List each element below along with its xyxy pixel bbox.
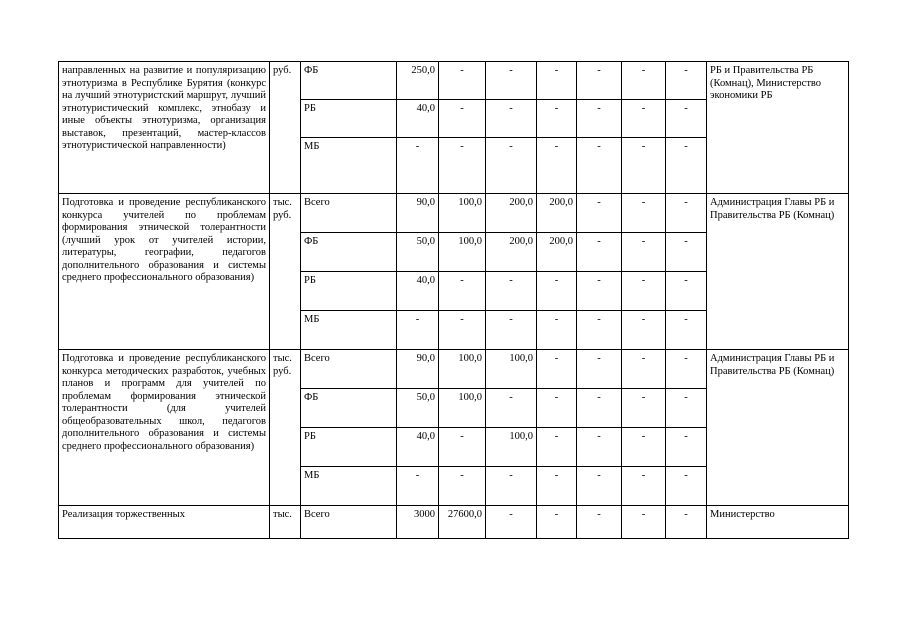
amount-cell: - (397, 467, 439, 506)
amount-cell: - (439, 138, 486, 194)
funding-source: ФБ (301, 62, 397, 100)
amount-cell: 100,0 (439, 194, 486, 233)
amount-cell: 250,0 (397, 62, 439, 100)
amount-cell: 100,0 (486, 350, 537, 389)
amount-cell: - (577, 389, 622, 428)
amount-cell: - (439, 272, 486, 311)
amount-cell: - (537, 389, 577, 428)
table-row (59, 350, 849, 389)
funding-source: ФБ (301, 233, 397, 272)
amount-cell: - (537, 428, 577, 467)
table-body (59, 62, 849, 539)
amount-cell: - (486, 311, 537, 350)
responsible-executor: Администрация Главы РБ и Правительства РБ (Комнац) (707, 350, 849, 506)
amount-cell: - (577, 194, 622, 233)
funding-source: ФБ (301, 389, 397, 428)
table-row (59, 506, 849, 539)
amount-cell: - (666, 233, 707, 272)
amount-cell: - (577, 62, 622, 100)
amount-cell: - (577, 272, 622, 311)
amount-cell: - (439, 100, 486, 138)
amount-cell: - (537, 311, 577, 350)
amount-cell: - (486, 62, 537, 100)
amount-cell: - (577, 350, 622, 389)
amount-cell: - (537, 100, 577, 138)
amount-cell: - (537, 272, 577, 311)
amount-cell: - (622, 272, 666, 311)
funding-source: МБ (301, 311, 397, 350)
amount-cell: - (577, 467, 622, 506)
unit-of-measure: тыс. руб. (270, 350, 301, 506)
activity-description: Подготовка и проведение республиканского конкурса учителей по проблемам формирования этнической толерантности (лучший урок от учителей истории, литературы, географии, педагогов дополнительного образования и системы среднего профессионального образования) (59, 194, 270, 350)
amount-cell: - (622, 428, 666, 467)
amount-cell: - (397, 311, 439, 350)
amount-cell: 3000 (397, 506, 439, 539)
amount-cell: - (666, 311, 707, 350)
responsible-executor: РБ и Правительства РБ (Комнац), Министерство экономики РБ (707, 62, 849, 194)
table-row (59, 194, 849, 233)
amount-cell: - (666, 100, 707, 138)
amount-cell: - (666, 350, 707, 389)
amount-cell: - (666, 138, 707, 194)
funding-source: РБ (301, 428, 397, 467)
unit-of-measure: тыс. (270, 506, 301, 539)
unit-of-measure: руб. (270, 62, 301, 194)
amount-cell: - (622, 467, 666, 506)
amount-cell: - (622, 100, 666, 138)
funding-source: Всего (301, 350, 397, 389)
funding-source: Всего (301, 194, 397, 233)
amount-cell: - (439, 467, 486, 506)
funding-source: МБ (301, 138, 397, 194)
amount-cell: - (486, 100, 537, 138)
amount-cell: 40,0 (397, 100, 439, 138)
amount-cell: - (666, 194, 707, 233)
amount-cell: - (439, 311, 486, 350)
amount-cell: 100,0 (486, 428, 537, 467)
amount-cell: - (537, 138, 577, 194)
amount-cell: - (622, 389, 666, 428)
amount-cell: 200,0 (537, 233, 577, 272)
amount-cell: - (537, 506, 577, 539)
amount-cell: - (622, 138, 666, 194)
amount-cell: - (666, 389, 707, 428)
program-activities-table (58, 61, 849, 539)
amount-cell: - (537, 350, 577, 389)
amount-cell: - (439, 428, 486, 467)
amount-cell: 200,0 (486, 194, 537, 233)
amount-cell: 90,0 (397, 350, 439, 389)
funding-source: РБ (301, 272, 397, 311)
amount-cell: - (577, 311, 622, 350)
amount-cell: - (577, 100, 622, 138)
amount-cell: - (486, 467, 537, 506)
funding-source: МБ (301, 467, 397, 506)
amount-cell: - (622, 233, 666, 272)
amount-cell: - (486, 272, 537, 311)
amount-cell: - (577, 138, 622, 194)
unit-of-measure: тыс. руб. (270, 194, 301, 350)
amount-cell: - (622, 62, 666, 100)
amount-cell: 200,0 (486, 233, 537, 272)
amount-cell: 50,0 (397, 233, 439, 272)
amount-cell: - (622, 350, 666, 389)
amount-cell: 50,0 (397, 389, 439, 428)
amount-cell: 100,0 (439, 350, 486, 389)
amount-cell: - (577, 233, 622, 272)
amount-cell: - (486, 138, 537, 194)
amount-cell: 27600,0 (439, 506, 486, 539)
amount-cell: 100,0 (439, 389, 486, 428)
amount-cell: - (622, 194, 666, 233)
amount-cell: - (577, 506, 622, 539)
responsible-executor: Администрация Главы РБ и Правительства РБ (Комнац) (707, 194, 849, 350)
amount-cell: - (666, 272, 707, 311)
amount-cell: - (666, 62, 707, 100)
amount-cell: 200,0 (537, 194, 577, 233)
amount-cell: - (486, 389, 537, 428)
amount-cell: - (397, 138, 439, 194)
amount-cell: - (622, 506, 666, 539)
amount-cell: - (622, 311, 666, 350)
amount-cell: - (486, 506, 537, 539)
funding-source: РБ (301, 100, 397, 138)
amount-cell: - (537, 467, 577, 506)
amount-cell: - (666, 428, 707, 467)
activity-description: Реализация торжественных (59, 506, 270, 539)
amount-cell: - (439, 62, 486, 100)
table-row (59, 62, 849, 100)
amount-cell: - (666, 506, 707, 539)
funding-source: Всего (301, 506, 397, 539)
amount-cell: 40,0 (397, 428, 439, 467)
amount-cell: 40,0 (397, 272, 439, 311)
amount-cell: - (537, 62, 577, 100)
amount-cell: - (666, 467, 707, 506)
amount-cell: - (577, 428, 622, 467)
responsible-executor: Министерство (707, 506, 849, 539)
amount-cell: 100,0 (439, 233, 486, 272)
amount-cell: 90,0 (397, 194, 439, 233)
activity-description: Подготовка и проведение республиканского конкурса методических разработок, учебных планов и программ для учителей по проблемам формирования этнической толерантности (для учителей общеобразовательных школ, педагогов дополнительного образования и системы среднего профессионального образования) (59, 350, 270, 506)
activity-description: направленных на развитие и популяризацию этнотуризма в Республике Бурятия (конкурс на лучший этнотуристский маршрут, лучший этнотуристический комплекс, этнобазу и иные объекты этнотуризма, организация выставок, презентаций, мастер-классов этнотуристической направленности) (59, 62, 270, 194)
